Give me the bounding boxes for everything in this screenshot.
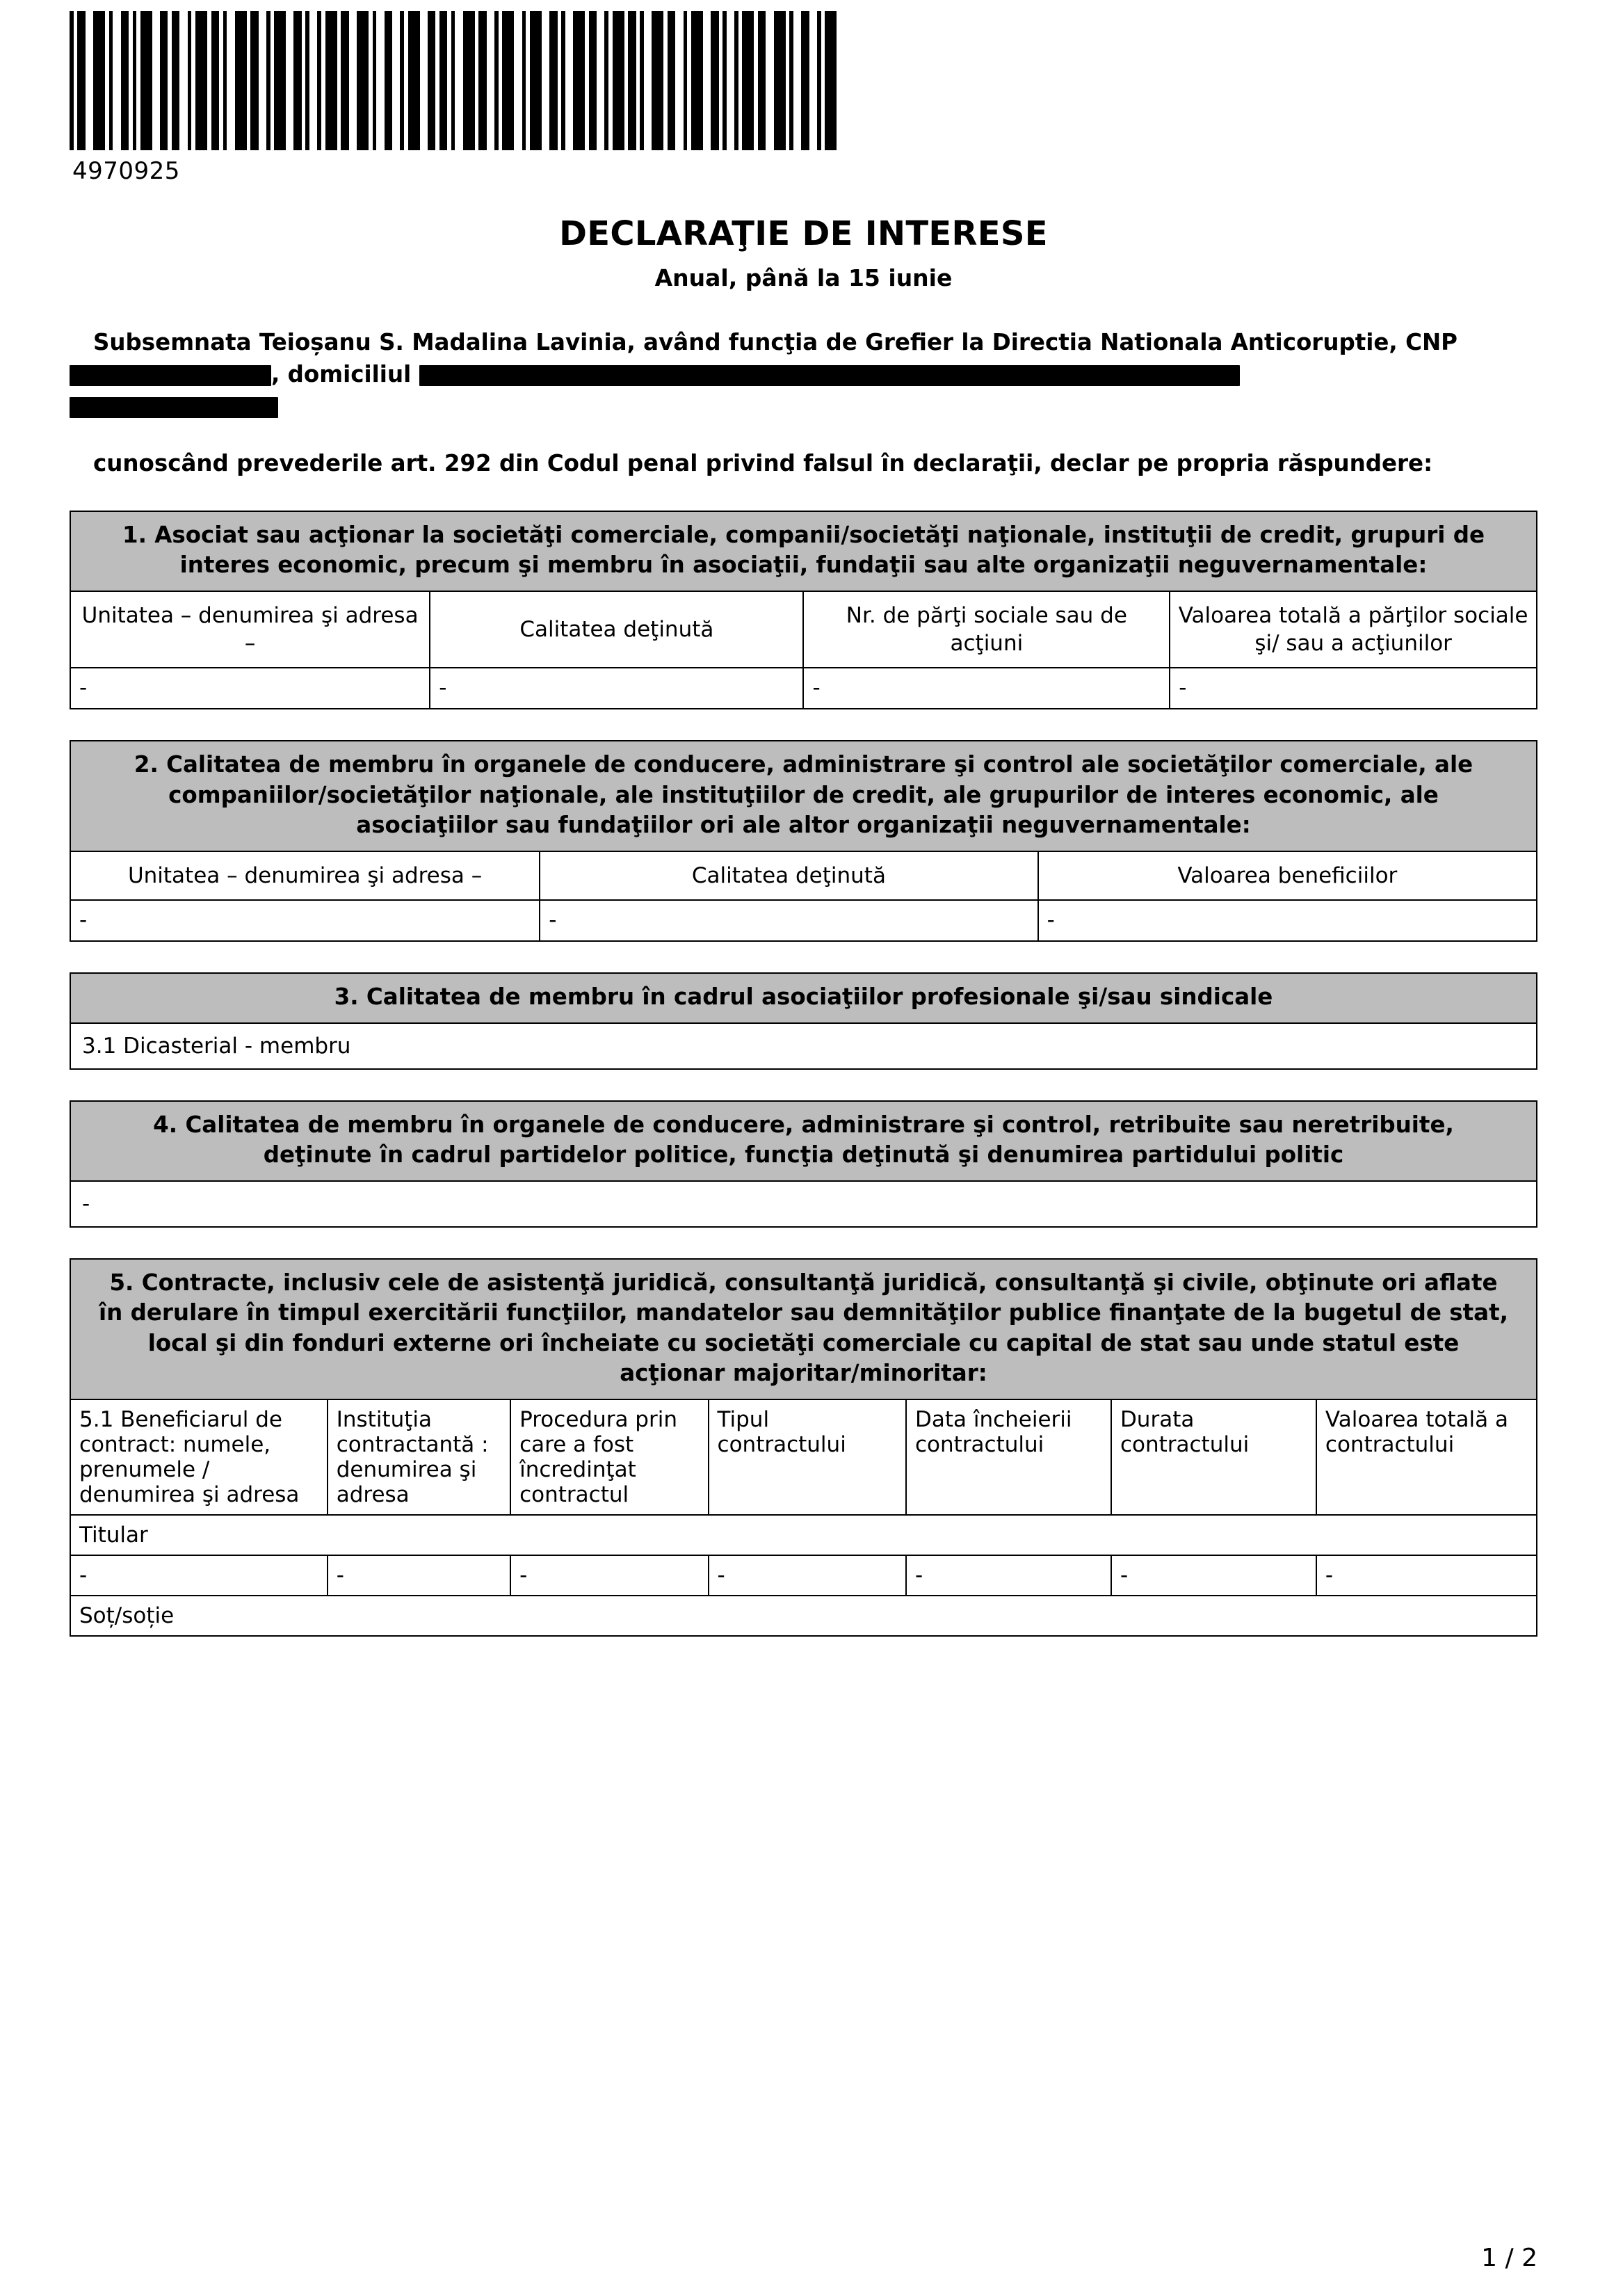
- barcode-bar: [357, 11, 369, 150]
- section-5-heading: 5. Contracte, inclusiv cele de asistenţă juridică, consultanţă juridică, consultanţă şi civile, obţinute ori aflate în derulare în timpul exercitării funcţiilor, mandatelor sau demnităţilor publice finanţate de la bugetul de stat, local şi din fonduri externe ori încheiate cu societăţi comerciale cu capital de stat sau unde statul este acţionar majoritar/minoritar:: [71, 1260, 1536, 1400]
- group-label-sot-sotie: Soț/soție: [71, 1596, 1536, 1635]
- cell-valoarea: -: [1316, 1555, 1536, 1596]
- cell-valoare: -: [1170, 668, 1536, 708]
- barcode-bar: [542, 11, 549, 150]
- declarant-intro-text: Subsemnata Teioșanu S. Madalina Lavinia, având funcţia de Grefier la Directia Nationala Anticoruptie, CNP: [93, 329, 1457, 355]
- cell-beneficiar: -: [71, 1555, 328, 1596]
- barcode-bar: [235, 11, 247, 150]
- section-5: [70, 1258, 1537, 1637]
- barcode-bar: [502, 11, 514, 150]
- barcode-bar: [113, 11, 120, 150]
- column-header-nr-parti: Nr. de părţi sociale sau de acţiuni: [803, 592, 1170, 668]
- barcode-bar: [628, 11, 636, 150]
- barcode-image: [70, 11, 841, 150]
- cell-valoarea: -: [1038, 900, 1536, 940]
- column-header-calitatea: Calitatea deţinută: [430, 592, 803, 668]
- column-header-data: Data încheierii contractului: [906, 1400, 1111, 1515]
- barcode-bar: [274, 11, 286, 150]
- barcode-bar: [160, 11, 168, 150]
- column-header-calitatea: Calitatea deţinută: [540, 852, 1037, 900]
- page-indicator: 1 / 2: [1481, 2244, 1537, 2272]
- barcode-bar: [793, 11, 801, 150]
- cell-unitatea: -: [71, 668, 430, 708]
- section-2-heading: 2. Calitatea de membru în organele de conducere, administrare şi control ale societăţilor comerciale, ale companiilor/societăţilor naţionale, ale instituţiilor de credit, ale grupurilor de interes economic, ale asociaţiilor sau fundaţiilor ori ale altor organizaţii neguvernamentale:: [71, 741, 1536, 852]
- cell-unitatea: -: [71, 900, 540, 940]
- barcode-bar: [644, 11, 652, 150]
- section-4: [70, 1100, 1537, 1228]
- declarant-domicile-label: , domiciliul: [271, 361, 419, 388]
- group-label-titular: Titular: [71, 1515, 1536, 1555]
- section-3-value: 3.1 Dicasterial - membru: [82, 1033, 351, 1059]
- barcode-bar: [837, 11, 841, 150]
- barcode-bar: [801, 11, 809, 150]
- column-header-durata: Durata contractului: [1111, 1400, 1316, 1515]
- declarant-intro-paragraph: [70, 326, 1537, 422]
- barcode-bar: [439, 11, 447, 150]
- section-5-table: [71, 1400, 1536, 1635]
- section-1-table: [71, 592, 1536, 709]
- barcode-bar: [211, 11, 219, 150]
- barcode-bar: [809, 11, 817, 150]
- section-4-heading: 4. Calitatea de membru în organele de conducere, administrare şi control, retribuite sau neretribuite, deţinute în cadrul partidelor politice, funcţia deţinută şi denumirea partidului politic: [71, 1102, 1536, 1182]
- barcode-bar: [455, 11, 462, 150]
- cell-calitatea: -: [430, 668, 803, 708]
- barcode-bar: [774, 11, 786, 150]
- barcode-bar: [385, 11, 392, 150]
- redacted-domicile-line1: [419, 365, 1240, 386]
- barcode-bar: [727, 11, 734, 150]
- barcode-bar: [742, 11, 754, 150]
- barcode-bar: [408, 11, 420, 150]
- barcode-bar: [93, 11, 105, 150]
- barcode-bar: [140, 11, 152, 150]
- barcode-bar: [309, 11, 317, 150]
- barcode-bar: [341, 11, 348, 150]
- barcode-bar: [325, 11, 337, 150]
- barcode-bar: [530, 11, 542, 150]
- barcode-bar: [691, 11, 703, 150]
- section-2: [70, 740, 1537, 942]
- table-row: [71, 668, 1536, 708]
- barcode-bar: [152, 11, 160, 150]
- column-header-valoarea: Valoarea totală a contractului: [1316, 1400, 1536, 1515]
- barcode-bar: [121, 11, 129, 150]
- section-1: [70, 511, 1537, 710]
- barcode-bar: [703, 11, 711, 150]
- barcode-bar: [597, 11, 604, 150]
- section-2-table: [71, 852, 1536, 940]
- section-4-value: -: [82, 1191, 90, 1217]
- barcode-bar: [668, 11, 675, 150]
- redacted-domicile-line2: [70, 397, 278, 418]
- cell-institutia: -: [328, 1555, 510, 1596]
- barcode-block: [70, 0, 1537, 185]
- column-header-beneficiar: 5.1 Beneficiarul de contract: numele, prenumele / denumirea şi adresa: [71, 1400, 328, 1515]
- barcode-bar: [286, 11, 293, 150]
- column-header-valoarea-beneficiilor: Valoarea beneficiilor: [1038, 852, 1536, 900]
- barcode-bar: [487, 11, 494, 150]
- barcode-bar: [758, 11, 766, 150]
- barcode-bar: [428, 11, 435, 150]
- section-1-heading: 1. Asociat sau acţionar la societăţi comerciale, companii/societăţi naţionale, instituţii de credit, grupuri de interes economic, precum şi membru în asociaţii, fundaţii sau alte organizaţii neguvernamentale:: [71, 512, 1536, 592]
- declaration-statement: cunoscând prevederile art. 292 din Codul penal privind falsul în declaraţii, declar pe propria răspundere:: [93, 450, 1433, 477]
- barcode-bar: [565, 11, 573, 150]
- barcode-number: 4970925: [72, 157, 180, 185]
- barcode-bar: [766, 11, 773, 150]
- barcode-bar: [514, 11, 522, 150]
- cell-procedura: -: [510, 1555, 708, 1596]
- section-3: [70, 972, 1537, 1070]
- cell-durata: -: [1111, 1555, 1316, 1596]
- cell-calitatea: -: [540, 900, 1037, 940]
- cell-data: -: [906, 1555, 1111, 1596]
- document-subtitle: Anual, până la 15 iunie: [654, 264, 953, 291]
- barcode-bar: [250, 11, 258, 150]
- barcode-bar: [376, 11, 384, 150]
- barcode-bar: [259, 11, 266, 150]
- barcode-bar: [825, 11, 837, 150]
- table-header-row: [71, 1400, 1536, 1515]
- barcode-bar: [478, 11, 486, 150]
- document-title: DECLARAŢIE DE INTERESE: [559, 214, 1048, 253]
- barcode-bar: [227, 11, 234, 150]
- redacted-cnp: [70, 365, 271, 386]
- barcode-bar: [77, 11, 85, 150]
- column-header-valoare: Valoarea totală a părţilor sociale şi/ sau a acţiunilor: [1170, 592, 1536, 668]
- cell-nr-parti: -: [803, 668, 1170, 708]
- column-header-unitatea: Unitatea – denumirea şi adresa –: [71, 852, 540, 900]
- barcode-bar: [293, 11, 301, 150]
- barcode-bar: [711, 11, 718, 150]
- barcode-bar: [195, 11, 207, 150]
- barcode-bar: [573, 11, 585, 150]
- table-header-row: [71, 592, 1536, 668]
- table-row: [71, 900, 1536, 940]
- group-row-titular: [71, 1515, 1536, 1555]
- table-header-row: [71, 852, 1536, 900]
- barcode-bar: [613, 11, 624, 150]
- column-header-tipul: Tipul contractului: [709, 1400, 906, 1515]
- barcode-bar: [420, 11, 428, 150]
- barcode-bar: [463, 11, 475, 150]
- barcode-bar: [86, 11, 93, 150]
- group-row-sot-sotie: [71, 1596, 1536, 1635]
- barcode-bar: [349, 11, 357, 150]
- barcode-bar: [652, 11, 663, 150]
- column-header-procedura: Procedura prin care a fost încredinţat contractul: [510, 1400, 708, 1515]
- barcode-bar: [172, 11, 179, 150]
- cell-tipul: -: [709, 1555, 906, 1596]
- section-3-heading: 3. Calitatea de membru în cadrul asociaţiilor profesionale şi/sau sindicale: [71, 974, 1536, 1024]
- barcode-bar: [589, 11, 597, 150]
- column-header-unitatea: Unitatea – denumirea şi adresa –: [71, 592, 430, 668]
- barcode-bar: [179, 11, 187, 150]
- barcode-bar: [549, 11, 557, 150]
- table-row: [71, 1555, 1536, 1596]
- column-header-institutia: Instituţia contractantă : denumirea şi adresa: [328, 1400, 510, 1515]
- barcode-bar: [675, 11, 683, 150]
- barcode-bar: [392, 11, 400, 150]
